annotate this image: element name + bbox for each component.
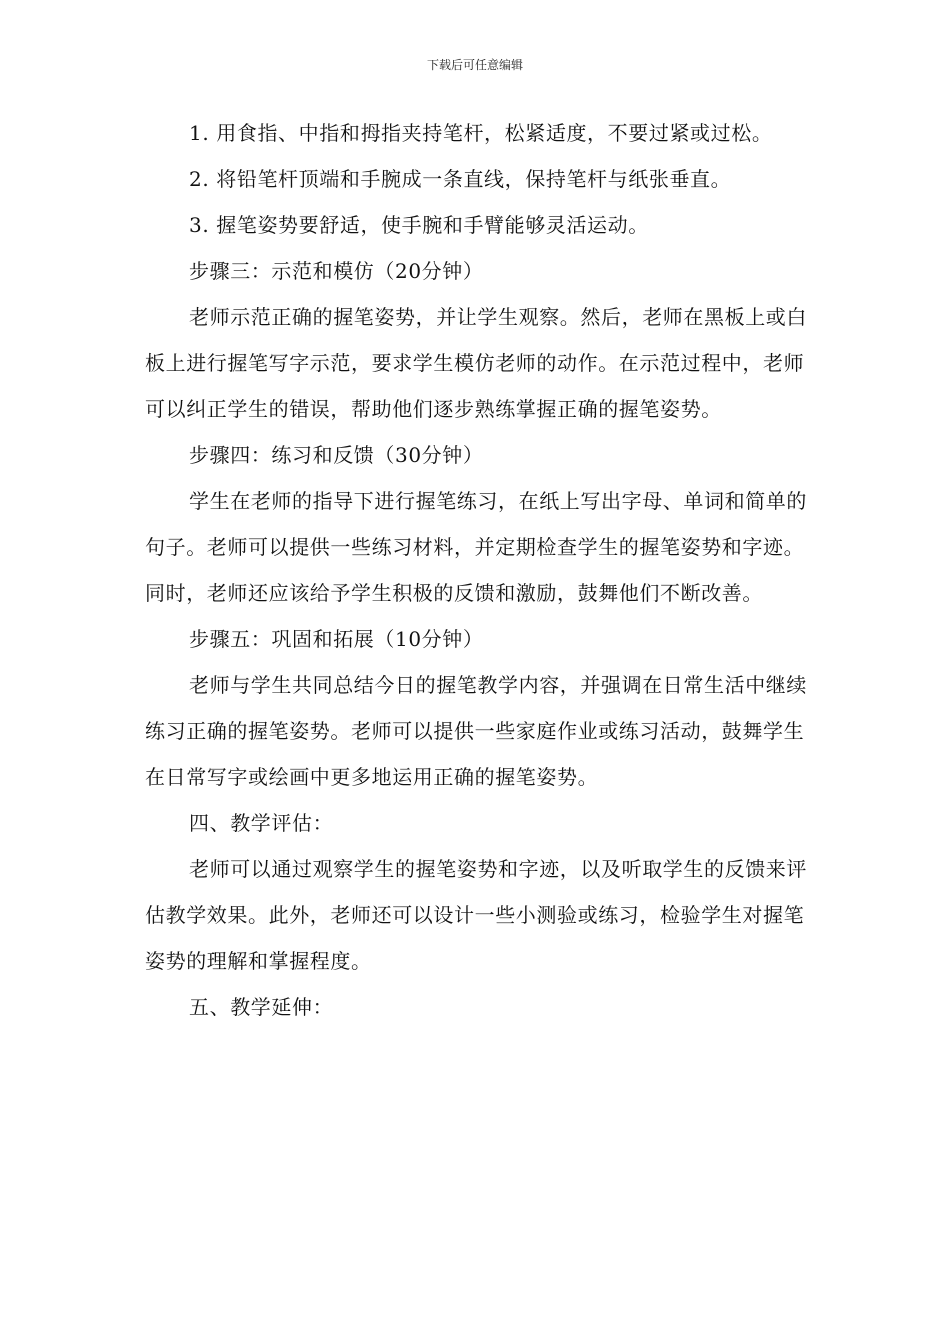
section-four-heading: 四、教学评估： (189, 811, 334, 835)
step-three-paragraph: 老师示范正确的握笔姿势，并让学生观察。然后，老师在黑板上或白板上进行握笔写字示范，要求学生模仿老师的动作。在示范过程中，老师可以纠正学生的错误，帮助他们逐步熟练掌握正确的握笔姿势。 (145, 305, 807, 421)
list-item-3: 3. 握笔姿势要舒适，使手腕和手臂能够灵活运动。 (189, 213, 649, 237)
list-item-1: 1. 用食指、中指和拇指夹持笔杆，松紧适度，不要过紧或过松。 (189, 121, 773, 145)
step-five-paragraph: 老师与学生共同总结今日的握笔教学内容，并强调在日常生活中继续练习正确的握笔姿势。老师可以提供一些家庭作业或练习活动，鼓舞学生在日常写字或绘画中更多地运用正确的握笔姿势。 (145, 673, 807, 789)
step-five-heading: 步骤五：巩固和拓展（10分钟） (189, 627, 484, 651)
section-four-paragraph: 老师可以通过观察学生的握笔姿势和字迹，以及听取学生的反馈来评估教学效果。此外，老师还可以设计一些小测验或练习，检验学生对握笔姿势的理解和掌握程度。 (145, 857, 807, 973)
step-four-paragraph: 学生在老师的指导下进行握笔练习，在纸上写出字母、单词和简单的句子。老师可以提供一些练习材料，并定期检查学生的握笔姿势和字迹。同时，老师还应该给予学生积极的反馈和激励，鼓舞他们不断改善。 (145, 489, 807, 605)
list-item-2: 2. 将铅笔杆顶端和手腕成一条直线，保持笔杆与纸张垂直。 (189, 167, 732, 191)
document-body (145, 110, 810, 1030)
step-four-heading: 步骤四：练习和反馈（30分钟） (189, 443, 484, 467)
page-header: 下载后可任意编辑 (426, 58, 523, 72)
step-three-heading: 步骤三：示范和模仿（20分钟） (189, 259, 484, 283)
section-five-heading: 五、教学延伸： (189, 995, 334, 1019)
